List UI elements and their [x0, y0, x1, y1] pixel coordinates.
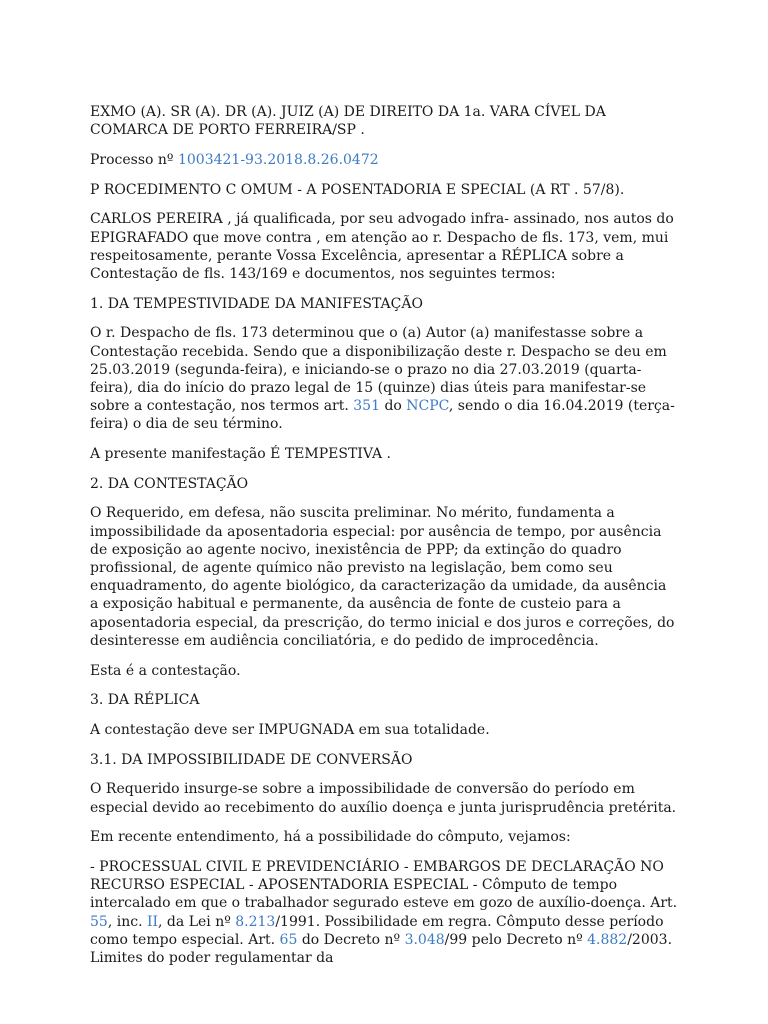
court-header: EXMO (A). SR (A). DR (A). JUIZ (A) DE DIREITO DA 1a. VARA CÍVEL DA COMARCA DE PORTO FERREIRA/SP . [90, 104, 606, 139]
text-span: , da Lei nº [158, 913, 236, 930]
section-3-title: 3. DA RÉPLICA [90, 692, 200, 709]
text-span: /1991. Possibilidade em regra. Cômputo desse período como tempo especial. Art. [90, 913, 664, 948]
text-span: /2003. Limites do poder regulamentar da [90, 931, 673, 967]
art-351-link[interactable]: 351 [353, 398, 380, 415]
text-span: - PROCESSUAL CIVIL E PREVIDENCIÁRIO - EMBARGOS DE DECLARAÇÃO NO RECURSO ESPECIAL - APOSENTADORIA ESPECIAL - Cômputo de tempo intercalado em que o trabalhador segurado esteve em gozo de auxílio-doença. Art. [90, 859, 678, 912]
lei-8213-link[interactable]: 8.213 [235, 913, 276, 930]
art-65-link[interactable]: 65 [279, 931, 298, 948]
section-3-1-paragraph: O Requerido insurge-se sobre a impossibilidade de conversão do período em especial devido ao recebimento do auxílio doença e junta jurisprudência pretérita. [90, 781, 677, 816]
section-3-1-intro: Em recente entendimento, há a possibilidade do cômputo, vejamos: [90, 829, 571, 846]
text-span: O r. Despacho de fls. 173 determinou que o (a) Autor (a) manifestasse sobre a Contestação recebida. Sendo que a disponibilização deste r. Despacho se deu em 25.03.2019 (segunda-feira), e iniciando-se o prazo no dia 27.03.2019 (quarta- feira), dia do início do prazo legal de 15 (quinze) dias úteis para manifestar-se sobre a contestação, nos termos art. [90, 325, 667, 415]
section-1-title: 1. DA TEMPESTIVIDADE DA MANIFESTAÇÃO [90, 295, 423, 312]
process-number-link[interactable]: 1003421-93.2018.8.26.0472 [177, 151, 379, 168]
art-55-link[interactable]: 55 [90, 913, 108, 930]
section-2-title: 2. DA CONTESTAÇÃO [90, 475, 249, 492]
text-span: do [380, 398, 407, 415]
section-3-1-title: 3.1. DA IMPOSSIBILIDADE DE CONVERSÃO [90, 751, 413, 768]
section-1-paragraph [90, 324, 678, 433]
decreto-4882-link[interactable]: 4.882 [587, 931, 628, 948]
text-span: do Decreto nº [297, 931, 405, 948]
process-label: Processo nº [90, 151, 178, 168]
process-line [90, 151, 678, 169]
inc-ii-link[interactable]: II [146, 913, 159, 930]
text-span: , inc. [107, 913, 147, 930]
text-span: , sendo o dia 16.04.2019 (terça-feira) o dia de seu término. [90, 398, 675, 433]
tempestive-statement: A presente manifestação É TEMPESTIVA . [90, 446, 391, 463]
ncpc-link[interactable]: NCPC [406, 398, 449, 415]
jurisprudence-excerpt [90, 858, 678, 967]
intro-paragraph: CARLOS PEREIRA , já qualificada, por seu advogado infra- assinado, nos autos do EPIGRAFADO que move contra , em atenção ao r. Despacho de fls. 173, vem, mui respeitosamente, perante Vossa Excelência, apresentar a RÉPLICA sobre a Contestação de fls. 143/169 e documentos, nos seguintes termos: [90, 211, 674, 282]
procedure-line: P ROCEDIMENTO C OMUM - A POSENTADORIA E SPECIAL (A RT . 57/8). [90, 181, 625, 198]
section-3-paragraph: A contestação deve ser IMPUGNADA em sua totalidade. [90, 721, 490, 738]
section-2-closing: Esta é a contestação. [90, 662, 241, 679]
section-2-paragraph: O Requerido, em defesa, não suscita preliminar. No mérito, fundamenta a impossibilidade da aposentadoria especial: por ausência de tempo, por ausência de exposição ao agente nocivo, inexistência de PPP; da extinção do quadro profissional, de agente químico não previsto na legislação, bem como seu enquadramento, do agente biológico, da caracterização da umidade, da ausência a exposição habitual e permanente, da ausência de fonte de custeio para a aposentadoria especial, da prescrição, do termo inicial e dos juros e correções, do desinteresse em audiência conciliatória, e do pedido de improcedência. [90, 505, 675, 649]
decreto-3048-link[interactable]: 3.048 [404, 931, 445, 948]
text-span: /99 pelo Decreto nº [444, 931, 588, 948]
